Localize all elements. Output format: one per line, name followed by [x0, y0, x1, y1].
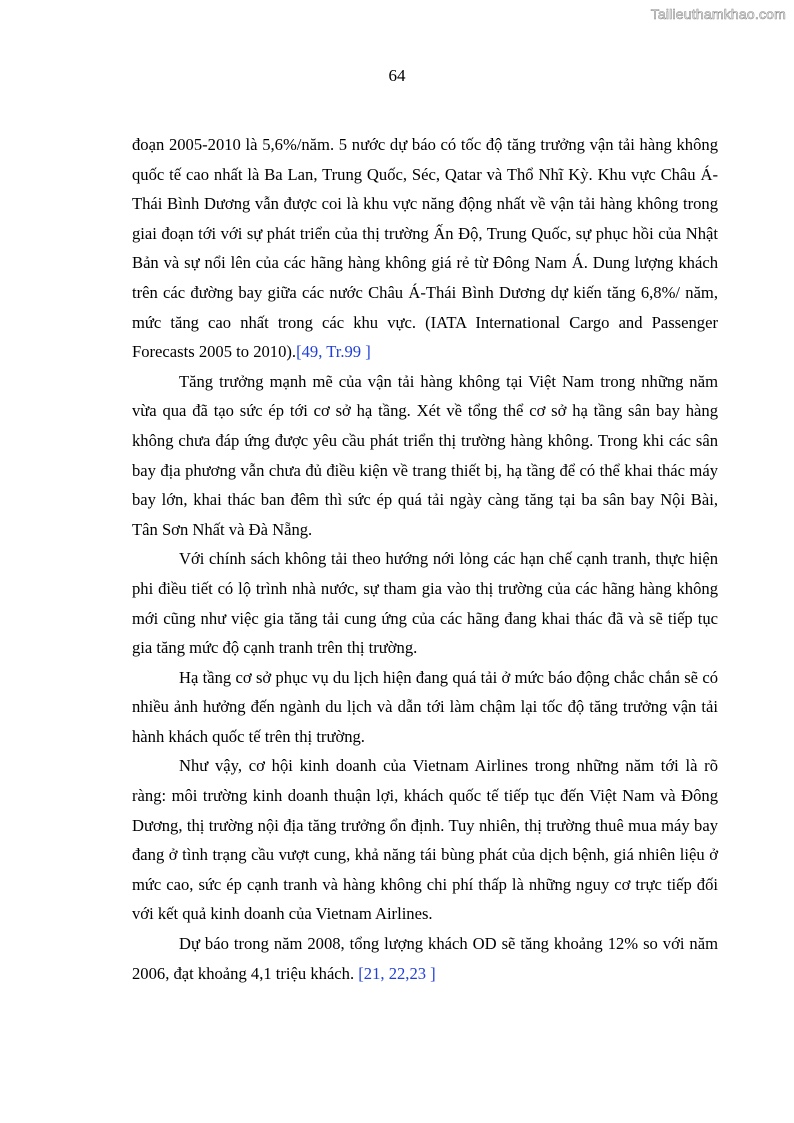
paragraph-text: Dự báo trong năm 2008, tổng lượng khách OD sẽ tăng khoảng 12% so với năm 2006, đạt khoảng 4,1 triệu khách. — [132, 934, 718, 983]
document-body — [132, 130, 718, 988]
paragraph-text: Hạ tầng cơ sở phục vụ du lịch hiện đang quá tải ở mức báo động chắc chắn sẽ có nhiều ảnh hưởng đến ngành du lịch và dẫn tới làm chậm lại tốc độ tăng trưởng vận tải hành khách quốc tế trên thị trường. — [132, 667, 718, 746]
paragraph — [132, 130, 718, 367]
paragraph-text: Tăng trưởng mạnh mẽ của vận tải hàng không tại Việt Nam trong những năm vừa qua đã tạo sức ép tới cơ sở hạ tầng. Xét về tổng thể cơ sở hạ tầng sân bay hàng không chưa đáp ứng được yêu cầu phát triển thị trường hàng không. Trong khi các sân bay địa phương vẫn chưa đủ điều kiện về trang thiết bị, hạ tầng để có thể khai thác máy bay lớn, khai thác ban đêm thì sức ép quá tải ngày càng tăng tại ba sân bay Nội Bài, Tân Sơn Nhất và Đà Nẵng. — [132, 371, 718, 539]
paragraph-text: Như vậy, cơ hội kinh doanh của Vietnam Airlines trong những năm tới là rõ ràng: môi trường kinh doanh thuận lợi, khách quốc tế tiếp tục đến Việt Nam và Đông Dương, thị trường nội địa tăng trưởng ổn định. Tuy nhiên, thị trường thuê mua máy bay đang ở tình trạng cầu vượt cung, khả năng tái bùng phát của dịch bệnh, giá nhiên liệu ở mức cao, sức ép cạnh tranh và hàng không chi phí thấp là những nguy cơ trực tiếp đối với kết quả kinh doanh của Vietnam Airlines. — [132, 756, 718, 924]
paragraph — [132, 751, 718, 929]
paragraph — [132, 663, 718, 752]
citation: [21, 22,23 ] — [358, 963, 436, 983]
paragraph-text: Với chính sách không tải theo hướng nới lỏng các hạn chế cạnh tranh, thực hiện phi điều tiết có lộ trình nhà nước, sự tham gia vào thị trường của các hãng hàng không mới cũng như việc gia tăng tải cung ứng của các hãng đang khai thác đã và sẽ tiếp tục gia tăng mức độ cạnh tranh trên thị trường. — [132, 549, 718, 658]
paragraph — [132, 544, 718, 662]
paragraph — [132, 367, 718, 545]
paragraph — [132, 929, 718, 988]
citation: [49, Tr.99 ] — [296, 342, 371, 362]
paragraph-text: đoạn 2005-2010 là 5,6%/năm. 5 nước dự báo có tốc độ tăng trưởng vận tải hàng không quốc tế cao nhất là Ba Lan, Trung Quốc, Séc, Qatar và Thổ Nhĩ Kỳ. Khu vực Châu Á-Thái Bình Dương vẫn được coi là khu vực năng động nhất về vận tải hàng không trong giai đoạn tới với sự phát triển của thị trường Ấn Độ, Trung Quốc, sự phục hồi của Nhật Bản và sự nổi lên của các hãng hàng không giá rẻ từ Đông Nam Á. Dung lượng khách trên các đường bay giữa các nước Châu Á-Thái Bình Dương dự kiến tăng 6,8%/ năm, mức tăng cao nhất trong các khu vực. (IATA International Cargo and Passenger Forecasts 2005 to 2010). — [132, 135, 718, 362]
page-number: 64 — [388, 66, 406, 85]
watermark: Tailieuthamkhao.com — [650, 6, 786, 22]
